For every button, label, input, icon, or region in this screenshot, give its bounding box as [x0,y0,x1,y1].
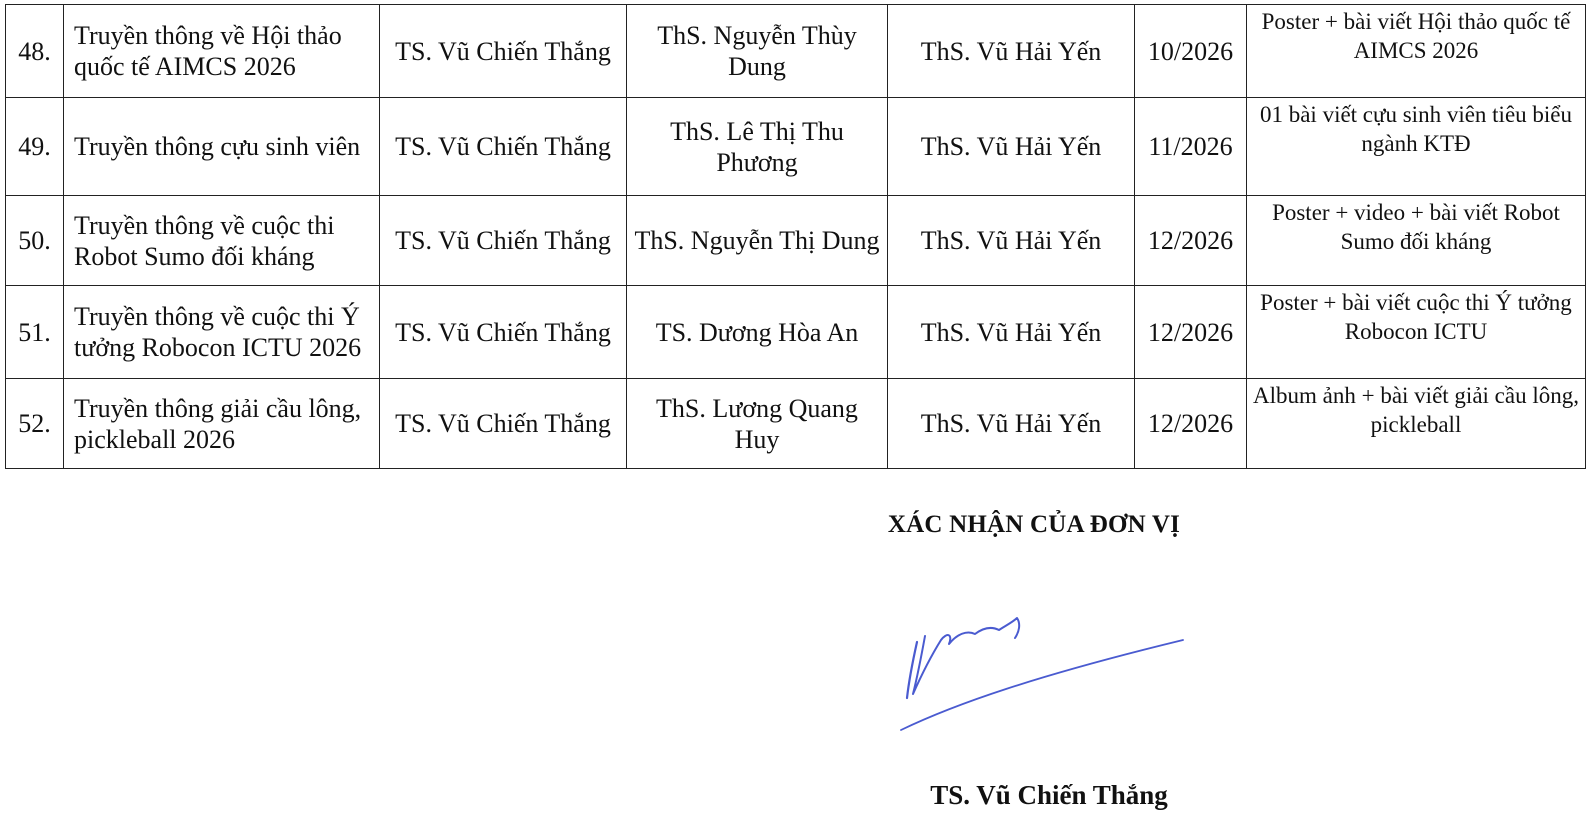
coordinator-cell: ThS. Vũ Hải Yến [888,5,1135,98]
row-number: 52. [6,379,64,469]
table-row [6,5,1586,98]
plan-table [5,4,1586,469]
product-cell: 01 bài viết cựu sinh viên tiêu biểu ngành KTĐ [1247,98,1586,196]
time-cell: 12/2026 [1135,379,1247,469]
executor-cell: TS. Dương Hòa An [627,286,888,379]
table-row [6,379,1586,469]
time-cell: 12/2026 [1135,286,1247,379]
executor-cell: ThS. Nguyễn Thùy Dung [627,5,888,98]
executor-cell: ThS. Nguyễn Thị Dung [627,196,888,286]
row-number: 48. [6,5,64,98]
row-number: 51. [6,286,64,379]
task-content: Truyền thông giải cầu lông, pickleball 2026 [64,379,380,469]
coordinator-cell: ThS. Vũ Hải Yến [888,98,1135,196]
table-row [6,98,1586,196]
time-cell: 10/2026 [1135,5,1247,98]
task-content: Truyền thông về cuộc thi Ý tưởng Robocon ICTU 2026 [64,286,380,379]
row-number: 49. [6,98,64,196]
time-cell: 12/2026 [1135,196,1247,286]
leader-cell: TS. Vũ Chiến Thắng [380,98,627,196]
coordinator-cell: ThS. Vũ Hải Yến [888,286,1135,379]
signature-stroke [901,640,1183,730]
task-content: Truyền thông về Hội thảo quốc tế AIMCS 2026 [64,5,380,98]
leader-cell: TS. Vũ Chiến Thắng [380,379,627,469]
coordinator-cell: ThS. Vũ Hải Yến [888,379,1135,469]
task-content: Truyền thông về cuộc thi Robot Sumo đối kháng [64,196,380,286]
product-cell: Poster + bài viết cuộc thi Ý tưởng Robocon ICTU [1247,286,1586,379]
product-cell: Album ảnh + bài viết giải cầu lông, pickleball [1247,379,1586,469]
table-row [6,286,1586,379]
signature-stroke [913,618,1019,694]
product-cell: Poster + video + bài viết Robot Sumo đối kháng [1247,196,1586,286]
handwritten-signature [895,600,1195,740]
time-cell: 11/2026 [1135,98,1247,196]
product-cell: Poster + bài viết Hội thảo quốc tế AIMCS 2026 [1247,5,1586,98]
leader-cell: TS. Vũ Chiến Thắng [380,286,627,379]
executor-cell: ThS. Lương Quang Huy [627,379,888,469]
leader-cell: TS. Vũ Chiến Thắng [380,5,627,98]
row-number: 50. [6,196,64,286]
signer-name: TS. Vũ Chiến Thắng [930,780,1168,810]
executor-cell: ThS. Lê Thị Thu Phương [627,98,888,196]
table-row [6,196,1586,286]
leader-cell: TS. Vũ Chiến Thắng [380,196,627,286]
task-content: Truyền thông cựu sinh viên [64,98,380,196]
coordinator-cell: ThS. Vũ Hải Yến [888,196,1135,286]
confirmation-title: XÁC NHẬN CỦA ĐƠN VỊ [887,511,1181,538]
